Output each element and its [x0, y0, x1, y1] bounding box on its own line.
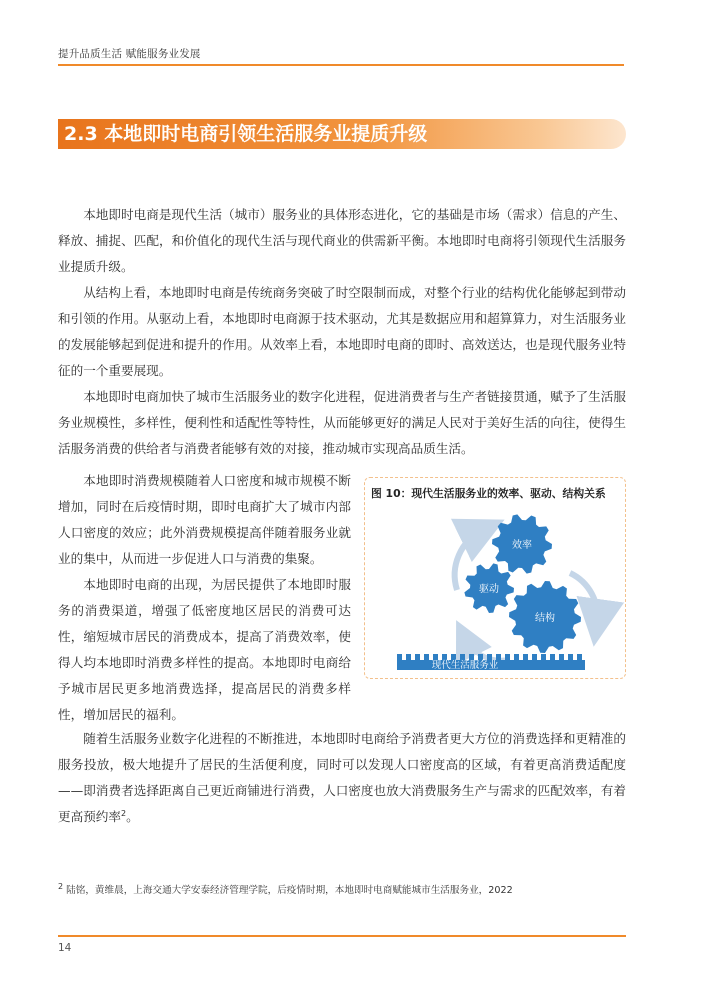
paragraph-6-end: 。	[126, 809, 139, 824]
footnote-reference: 2	[120, 808, 127, 818]
page-number: 14	[58, 942, 72, 954]
gear-label-efficiency: 效率	[512, 540, 532, 551]
section-banner	[58, 119, 626, 149]
footer-divider	[58, 935, 626, 937]
section-title: 2.3 本地即时电商引领生活服务业提质升级	[64, 123, 428, 145]
footnote-text: 陆铭，黄维晨，上海交通大学安泰经济管理学院，后疫情时期，本地即时电商赋能城市生活服务业，2022	[66, 885, 513, 896]
gear-diagram	[365, 478, 627, 680]
footnote-marker: 2	[58, 881, 64, 891]
running-header: 提升品质生活 赋能服务业发展	[58, 48, 201, 60]
paragraph-5: 本地即时电商的出现，为居民提供了本地即时服务的消费渠道，增强了低密度地区居民的消费可达性，缩短城市居民的消费成本，提高了消费效率，使得人均本地即时消费多样性的提高。本地即时电商给予城市居民更多地消费选择，提高居民的消费多样性，增加居民的福利。	[58, 577, 351, 722]
paragraph-6-text: 随着生活服务业数字化进程的不断推进，本地即时电商给予消费者更大方位的消费选择和更精准的服务投放，极大地提升了居民的生活便利度，同时可以发现人口密度高的区域，有着更高消费适配度——即消费者选择距离自己更近商铺进行消费，人口密度也放大消费服务生产与需求的匹配效率，有着更高预约率	[58, 731, 626, 824]
paragraph-6	[58, 726, 626, 830]
footnote	[58, 882, 513, 896]
gear-label-base: 现代生活服务业	[431, 660, 499, 671]
paragraph-4: 本地即时消费规模随着人口密度和城市规模不断增加，同时在后疫情时期，即时电商扩大了城市内部人口密度的效应；此外消费规模提高伴随着服务业就业的集中，从而进一步促进人口与消费的集聚。	[58, 473, 351, 566]
gear-label-structure: 结构	[535, 613, 555, 624]
figure-10	[364, 477, 626, 679]
gear-label-drive: 驱动	[479, 584, 499, 595]
figure-caption: 图 10：现代生活服务业的效率、驱动、结构关系	[371, 487, 606, 500]
header-divider	[58, 64, 624, 66]
paragraph-1: 本地即时电商是现代生活（城市）服务业的具体形态进化，它的基础是市场（需求）信息的产生、释放、捕捉、匹配，和价值化的现代生活与现代商业的供需新平衡。本地即时电商将引领现代生活服务业提质升级。	[58, 207, 626, 274]
paragraph-3: 本地即时电商加快了城市生活服务业的数字化进程，促进消费者与生产者链接贯通，赋予了生活服务业规模性，多样性，便利性和适配性等特性，从而能够更好的满足人民对于美好生活的向往，使得生活服务消费的供给者与消费者能够有效的对接，推动城市实现高品质生活。	[58, 389, 626, 456]
paragraph-2: 从结构上看，本地即时电商是传统商务突破了时空限制而成，对整个行业的结构优化能够起到带动和引领的作用。从驱动上看，本地即时电商源于技术驱动，尤其是数据应用和超算算力，对生活服务业的发展能够起到促进和提升的作用。从效率上看，本地即时电商的即时、高效送达，也是现代服务业特征的一个重要展现。	[58, 285, 626, 378]
